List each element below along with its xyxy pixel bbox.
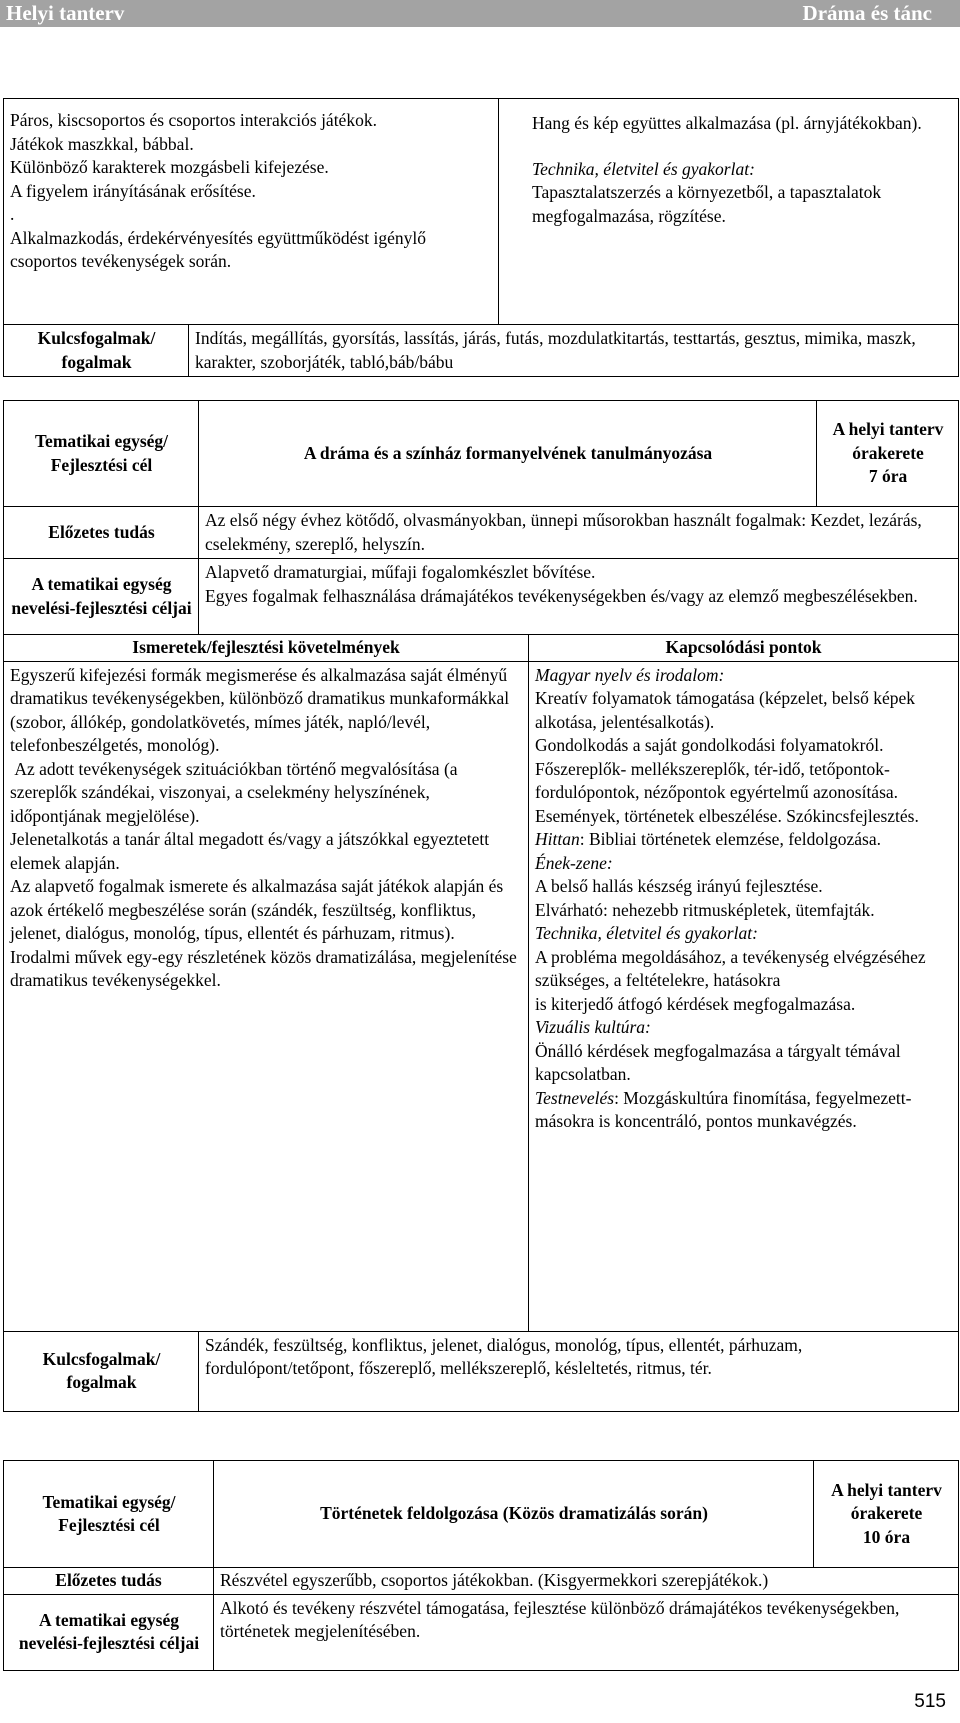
page-number: 515	[914, 1691, 946, 1712]
connection-text-inline: : Bibliai történetek elemzése, feldolgozása.	[579, 829, 882, 849]
connection-text: A belső hallás készség irányú fejlesztése.	[535, 876, 823, 896]
requirement-paragraph: Az adott tevékenységek szituációkban történő megvalósítása (a szereplők szándékai, viszonyai, a cselekmény helyszínének, időpontjának megjelölése).	[10, 758, 462, 826]
requirement-paragraph: Az alapvető fogalmak ismerete és alkalmazása saját játékok alapján és azok értékelő megbeszélése során (szándék, feszültség, konfliktus, jelenet, dialógus, monológ, típus, ellentét és párhuzam, ritmus).	[10, 876, 504, 943]
prior-knowledge-label: Előzetes tudás	[4, 1568, 214, 1595]
header-right-title: Dráma és tánc	[802, 1, 932, 25]
connection-text: A probléma megoldásához, a tevékenység elvégzéséhez szükséges, a feltételekre, hatásokra	[535, 946, 926, 990]
unit-label: Tematikai egység/ Fejlesztési cél	[4, 401, 199, 507]
top-left-line: A figyelem irányításának erősítése.	[10, 180, 256, 201]
hours-value: 7 óra	[868, 466, 908, 487]
requirements-cell	[4, 661, 529, 1331]
connection-text	[535, 828, 956, 852]
top-right-cell	[499, 99, 959, 325]
unit1-table	[3, 400, 959, 1412]
unit2-table	[3, 1460, 959, 1671]
subject-heading: Technika, életvitel és gyakorlat:	[535, 923, 758, 943]
page-header	[0, 0, 960, 27]
hours-cell	[817, 401, 959, 507]
subject-heading: Magyar nyelv és irodalom:	[535, 664, 725, 685]
hours-value: 10 óra	[862, 1526, 911, 1547]
goals-label: A tematikai egység nevelési-fejlesztési céljai	[4, 559, 199, 635]
top-table	[3, 98, 959, 377]
connection-text	[535, 1087, 956, 1134]
unit-title: Történetek feldolgozása (Közös dramatizálás során)	[214, 1461, 814, 1568]
subject-heading: Testnevelés	[535, 1087, 615, 1108]
connection-text: Kreatív folyamatok támogatása (képzelet, belső képek alkotása, jelentésalkotás).	[535, 688, 915, 732]
top-right-text: Hang és kép együttes alkalmazása (pl. árnyjátékokban).	[532, 113, 922, 133]
goals-value: Alkotó és tevékeny részvétel támogatása, fejlesztése különböző drámajátékos tevékenységekben, történetek megjelenítésében.	[214, 1594, 959, 1670]
requirements-header: Ismeretek/fejlesztési követelmények	[4, 635, 529, 662]
unit-label: Tematikai egység/ Fejlesztési cél	[4, 1461, 214, 1568]
key-concepts-value: Szándék, feszültség, konfliktus, jelenet, dialógus, monológ, típus, ellentét, párhuzam, fordulópont/tetőpont, főszereplő, mellékszereplő, késleltetés, ritmus, tér.	[199, 1331, 959, 1411]
connections-cell	[529, 661, 959, 1331]
top-left-line: Páros, kiscsoportos és csoportos interakciós játékok.	[10, 110, 377, 130]
header-left-title: Helyi tanterv	[6, 1, 125, 25]
subject-heading: Hittan	[535, 829, 580, 849]
connection-text: is kiterjedő átfogó kérdések megfogalmazása.	[535, 993, 856, 1014]
prior-knowledge-value: Részvétel egyszerűbb, csoportos játékokban. (Kisgyermekkori szerepjátékok.)	[214, 1568, 959, 1595]
requirement-paragraph: Jelenetalkotás a tanár által megadott és/vagy a játszókkal egyeztetett elemek alapján.	[10, 829, 490, 873]
key-concepts-label: Kulcsfogalmak/ fogalmak	[4, 1331, 199, 1411]
top-left-cell	[4, 99, 499, 325]
top-right-text: Tapasztalatszerzés a környezetből, a tapasztalatok megfogalmazása, rögzítése.	[532, 182, 882, 226]
connection-text: Önálló kérdések megfogalmazása a tárgyalt témával kapcsolatban.	[535, 1040, 901, 1084]
goals-line: Egyes fogalmak felhasználása drámajátékos tevékenységekben és/vagy az elemző megbeszélésekben.	[205, 585, 918, 606]
prior-knowledge-label: Előzetes tudás	[4, 507, 199, 559]
requirement-paragraph: Irodalmi művek egy-egy részletének közös dramatizálása, megjelenítése dramatikus tevékenységekkel.	[10, 946, 517, 990]
subject-heading: Vizuális kultúra:	[535, 1017, 651, 1037]
connection-text-inline: : Mozgáskultúra finomítása, fegyelmezett- másokra is koncentráló, pontos munkavégzés.	[535, 1087, 912, 1131]
subject-heading: Ének-zene:	[535, 852, 613, 873]
connection-text: Elvárható: nehezebb ritmusképletek, ütemfajták.	[535, 899, 875, 920]
goals-value	[199, 559, 959, 635]
connection-text: Főszereplők- mellékszereplők, tér-idő, tetőpontok-fordulópontok, nézőpontok egyértelmű azonosítása. Események, történetek elbeszélése. Szókincsfejlesztés.	[535, 758, 919, 826]
connection-heading: Technika, életvitel és gyakorlat:	[532, 158, 755, 179]
hours-label: A helyi tanterv órakerete	[831, 1479, 942, 1524]
top-left-line: Alkalmazkodás, érdekérvényesítés együttműködést igénylő csoportos tevékenységek során.	[10, 227, 426, 271]
unit-title: A dráma és a színház formanyelvének tanulmányozása	[199, 401, 817, 507]
goals-line: Alapvető dramaturgiai, műfaji fogalomkészlet bővítése.	[205, 562, 596, 582]
hours-cell	[814, 1461, 959, 1568]
connection-text: Gondolkodás a saját gondolkodási folyamatokról.	[535, 735, 884, 755]
top-left-line: Különböző karakterek mozgásbeli kifejezése.	[10, 157, 329, 177]
key-concepts-value: Indítás, megállítás, gyorsítás, lassítás, járás, futás, mozdulatkitartás, testtartás, gesztus, mimika, maszk, karakter, szoborjáték, tabló,báb/bábu	[189, 325, 959, 377]
prior-knowledge-value: Az első négy évhez kötődő, olvasmányokban, ünnepi műsorokban használt fogalmak: Kezdet, lezárás, cselekmény, szereplő, helyszín.	[199, 507, 959, 559]
connections-header: Kapcsolódási pontok	[529, 635, 959, 662]
top-left-line: Játékok maszkkal, bábbal.	[10, 133, 194, 154]
top-left-line: .	[10, 204, 15, 224]
key-concepts-label: Kulcsfogalmak/ fogalmak	[4, 325, 189, 377]
hours-label: A helyi tanterv órakerete	[832, 419, 944, 463]
requirement-paragraph: Egyszerű kifejezési formák megismerése és alkalmazása saját élményű dramatikus tevékenységekben, különböző dramatikus munkaformákkal (szobor, állókép, gondolatkövetés, mímes játék, napló/levél, telefonbeszélgetés, monológ).	[10, 664, 510, 755]
goals-label: A tematikai egység nevelési-fejlesztési céljai	[4, 1594, 214, 1670]
